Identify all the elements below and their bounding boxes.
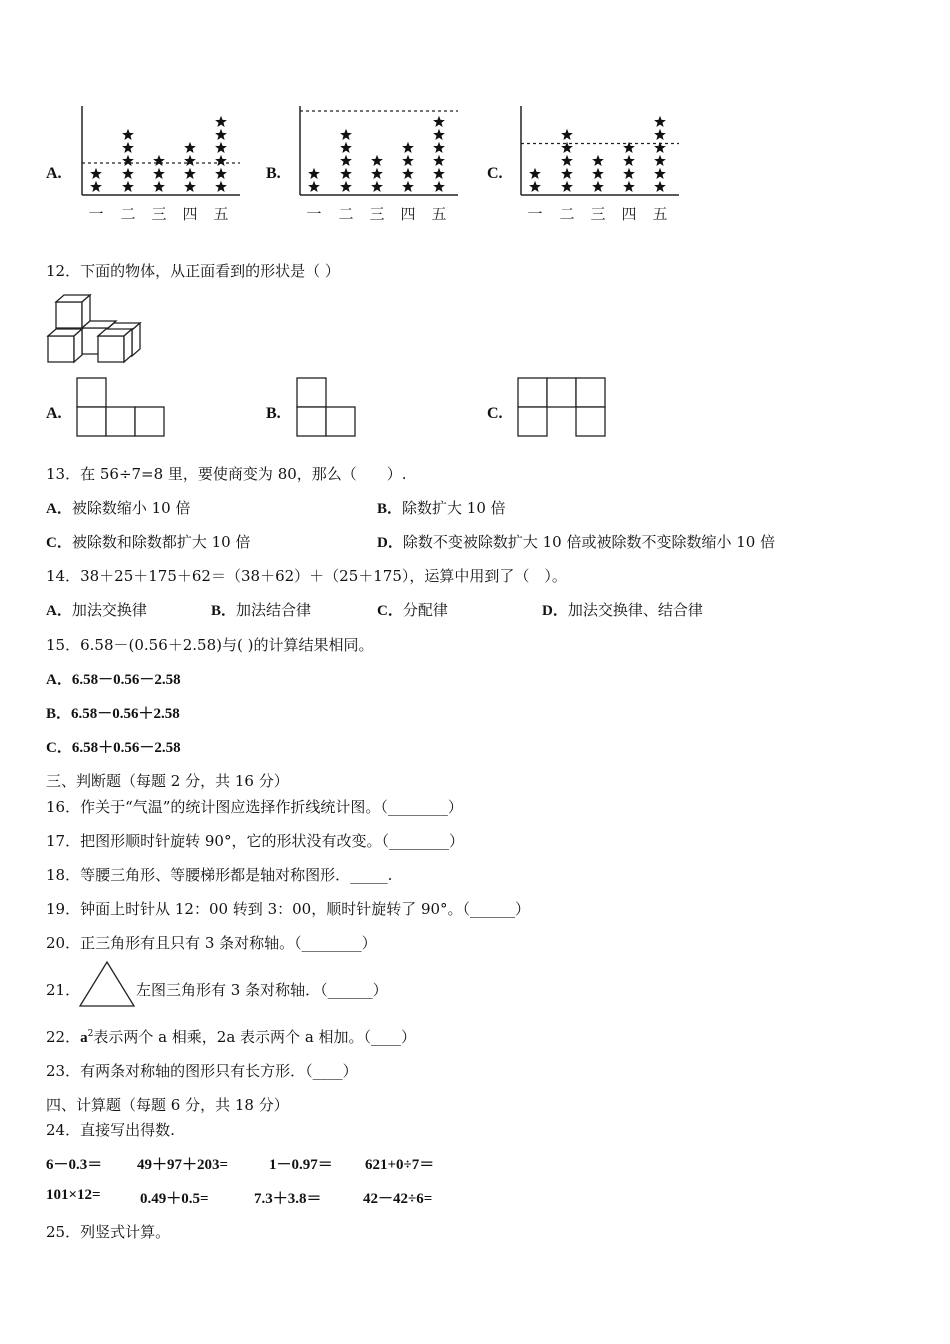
section-4-heading: 四、计算题（每题 6 分，共 18 分） [46, 1096, 289, 1114]
x-tick-label: 二 [559, 205, 575, 223]
star-mark [433, 116, 445, 127]
star-mark [153, 181, 165, 192]
q12-option-b-label[interactable]: B. [266, 405, 281, 422]
q11-chart-c [517, 100, 697, 225]
q24-item: 621+0÷7＝ [365, 1157, 435, 1173]
q16: 16．作关于“气温”的统计图应选择作折线统计图。（________） [46, 798, 463, 816]
star-mark [153, 168, 165, 179]
q11-option-a-label[interactable]: A. [46, 165, 62, 182]
star-mark [122, 168, 134, 179]
q24-item: 1－0.97＝ [269, 1157, 333, 1173]
q14-option-a[interactable]: A．加法交换律 [46, 601, 147, 619]
star-mark [215, 181, 227, 192]
q13-question: 13．在 56÷7=8 里，要使商变为 80，那么（ ）. [46, 465, 407, 483]
star-mark [654, 116, 666, 127]
star-mark [592, 181, 604, 192]
x-tick-label: 三 [590, 205, 606, 223]
q11-chart-b [296, 100, 476, 225]
section-3-heading: 三、判断题（每题 2 分，共 16 分） [46, 772, 289, 790]
star-mark [561, 155, 573, 166]
star-mark [654, 181, 666, 192]
star-mark [623, 155, 635, 166]
star-mark [184, 155, 196, 166]
star-mark [561, 129, 573, 140]
star-mark [561, 181, 573, 192]
star-mark [592, 155, 604, 166]
q21-number: 21． [46, 981, 81, 999]
q11-chart-a [78, 100, 258, 225]
x-tick-label: 五 [652, 205, 668, 223]
q24-item: 7.3＋3.8＝ [254, 1191, 322, 1207]
star-mark [529, 181, 541, 192]
star-mark [433, 129, 445, 140]
q14-option-d[interactable]: D．加法交换律、结合律 [542, 601, 703, 619]
star-mark [654, 155, 666, 166]
q21-text: 左图三角形有 3 条对称轴．（______） [136, 981, 388, 999]
q14-option-c[interactable]: C．分配律 [377, 601, 448, 619]
star-mark [308, 168, 320, 179]
x-tick-label: 五 [213, 205, 229, 223]
star-mark [215, 116, 227, 127]
q11-option-b-label[interactable]: B. [266, 165, 281, 182]
star-mark [308, 181, 320, 192]
q15-option-c[interactable]: C．6.58＋0.56－2.58 [46, 740, 181, 756]
star-mark [340, 168, 352, 179]
x-tick-label: 四 [400, 205, 416, 223]
q21-triangle [78, 960, 136, 1008]
star-mark [561, 168, 573, 179]
star-mark [433, 155, 445, 166]
q24-item: 42－42÷6= [363, 1191, 433, 1207]
x-tick-label: 五 [431, 205, 447, 223]
q12-question: 12．下面的物体，从正面看到的形状是（ ） [46, 262, 340, 280]
star-mark [340, 155, 352, 166]
q17: 17．把图形顺时针旋转 90°，它的形状没有改变。（________） [46, 832, 464, 850]
q12-option-a-label[interactable]: A. [46, 405, 62, 422]
star-mark [340, 181, 352, 192]
q24-item: 0.49＋0.5= [140, 1191, 209, 1207]
q12-option-c-shape[interactable] [517, 377, 607, 439]
star-mark [184, 181, 196, 192]
x-tick-label: 二 [338, 205, 354, 223]
q19: 19．钟面上时针从 12：00 转到 3：00，顺时针旋转了 90°。（______） [46, 900, 531, 918]
star-mark [153, 155, 165, 166]
q24-item: 101×12= [46, 1187, 101, 1203]
star-mark [402, 168, 414, 179]
x-tick-label: 一 [88, 205, 104, 223]
star-mark [402, 181, 414, 192]
star-mark [90, 168, 102, 179]
q24-item: 6－0.3＝ [46, 1157, 103, 1173]
x-tick-label: 二 [120, 205, 136, 223]
x-tick-label: 三 [369, 205, 385, 223]
star-mark [529, 168, 541, 179]
q22: 22．$a^2$表示两个 a 相乘，2a 表示两个 a 相加。（____） [46, 1028, 417, 1046]
q13-option-a[interactable]: A．被除数缩小 10 倍 [46, 499, 191, 517]
x-tick-label: 四 [621, 205, 637, 223]
q23: 23．有两条对称轴的图形只有长方形．（____） [46, 1062, 358, 1080]
star-mark [592, 168, 604, 179]
star-mark [623, 181, 635, 192]
star-mark [433, 181, 445, 192]
star-mark [340, 142, 352, 153]
star-mark [371, 155, 383, 166]
star-mark [402, 142, 414, 153]
q24-item: 49＋97＋203= [137, 1157, 229, 1173]
star-mark [122, 181, 134, 192]
q12-option-b-shape[interactable] [296, 377, 358, 439]
x-tick-label: 一 [527, 205, 543, 223]
q15-option-a[interactable]: A．6.58－0.56－2.58 [46, 672, 181, 688]
star-mark [184, 142, 196, 153]
star-mark [184, 168, 196, 179]
q13-option-c[interactable]: C．被除数和除数都扩大 10 倍 [46, 533, 251, 551]
star-mark [433, 142, 445, 153]
star-mark [402, 155, 414, 166]
q11-option-c-label[interactable]: C. [487, 165, 503, 182]
q13-option-d[interactable]: D．除数不变被除数扩大 10 倍或被除数不变除数缩小 10 倍 [377, 533, 776, 551]
star-mark [215, 168, 227, 179]
q20: 20．正三角形有且只有 3 条对称轴。（________） [46, 934, 377, 952]
x-tick-label: 三 [151, 205, 167, 223]
star-mark [371, 168, 383, 179]
q15-option-b[interactable]: B．6.58－0.56＋2.58 [46, 706, 180, 722]
star-mark [654, 168, 666, 179]
star-mark [371, 181, 383, 192]
q18: 18．等腰三角形、等腰梯形都是轴对称图形．_____. [46, 866, 393, 884]
q12-option-a-shape[interactable] [76, 377, 166, 439]
star-mark [90, 181, 102, 192]
q12-cube-figure [46, 292, 146, 368]
x-tick-label: 四 [182, 205, 198, 223]
star-mark [340, 129, 352, 140]
x-tick-label: 一 [306, 205, 322, 223]
star-mark [215, 155, 227, 166]
star-mark [215, 129, 227, 140]
star-mark [122, 129, 134, 140]
star-mark [433, 168, 445, 179]
star-mark [122, 155, 134, 166]
star-mark [623, 168, 635, 179]
q24-question: 24．直接写出得数. [46, 1121, 175, 1139]
q14-question: 14．38＋25＋175＋62＝（38＋62）＋（25＋175），运算中用到了（ ）。 [46, 567, 567, 585]
q13-option-b[interactable]: B．除数扩大 10 倍 [377, 499, 506, 517]
star-mark [122, 142, 134, 153]
q15-question: 15．6.58－(0.56＋2.58)与( )的计算结果相同。 [46, 636, 374, 654]
q14-option-b[interactable]: B．加法结合律 [211, 601, 312, 619]
q12-option-c-label[interactable]: C. [487, 405, 503, 422]
star-mark [215, 142, 227, 153]
q25: 25．列竖式计算。 [46, 1223, 171, 1241]
star-mark [654, 129, 666, 140]
